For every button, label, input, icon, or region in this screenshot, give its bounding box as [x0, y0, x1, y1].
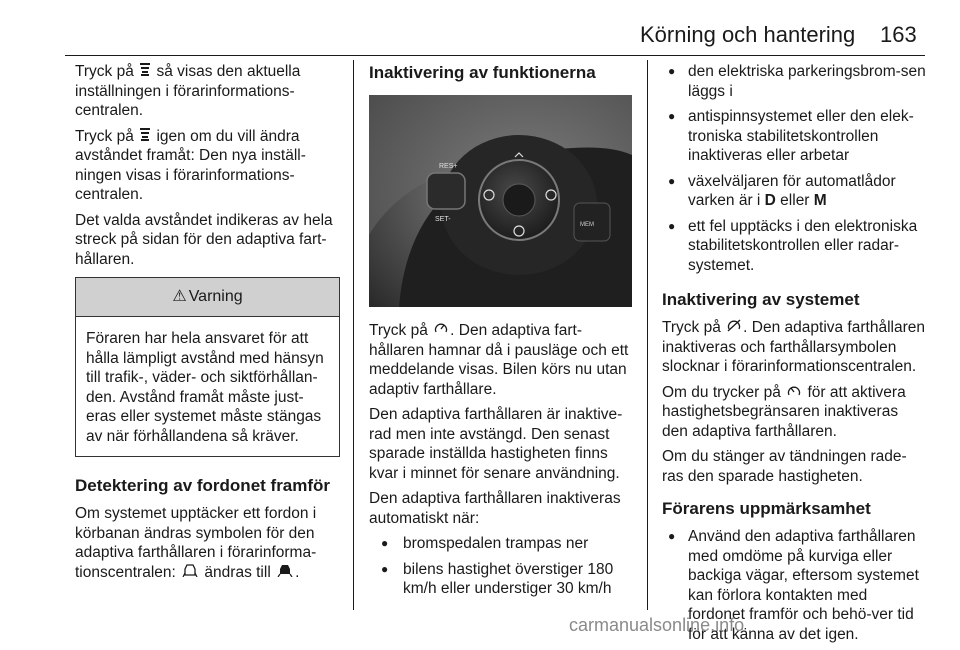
- list-item: ● den elektriska parkeringsbrom-sen läggs i: [662, 62, 927, 101]
- paragraph: Det valda avståndet indikeras av hela streck på sidan för den adaptiva fart-hållaren.: [75, 211, 333, 268]
- distance-setting-icon: [138, 62, 152, 82]
- warning-triangle-icon: ⚠: [172, 288, 187, 305]
- paragraph: Tryck på så visas den aktuella inställningen i förarinformations-centralen.: [75, 63, 301, 119]
- paragraph: Tryck på . Den adaptiva fart-hållaren hamnar då i pausläge och ett meddelande visas. Bilen körs nu utan adaptiv farthållare.: [369, 322, 629, 398]
- watermark: carmanualsonline.info: [569, 615, 745, 635]
- column-2: [369, 62, 632, 605]
- page-header: [0, 0, 960, 56]
- cruise-off-icon: [725, 318, 743, 338]
- heading-deactivation-functions: Inaktivering av funktionerna: [369, 63, 596, 82]
- paragraph: Tryck på . Den adaptiva farthållaren inaktiveras och farthållarsymbolen slocknar i förarinformationscentralen.: [662, 319, 925, 375]
- vehicle-outline-icon: [180, 563, 200, 583]
- paragraph: Om systemet upptäcker ett fordon i körbanan ändras symbolen för den adaptiva farthållaren i förarinforma-tionscentralen: ändras till .: [75, 505, 317, 581]
- distance-setting-icon: [138, 127, 152, 147]
- page-number: 163: [880, 22, 917, 47]
- warning-box: [75, 277, 340, 457]
- paragraph: Tryck på igen om du vill ändra avståndet framåt: Den nya inställ-ningen visas i förarinformations-centralen.: [75, 127, 306, 203]
- warning-body: Föraren har hela ansvaret för att hålla lämpligt avstånd med hänsyn till trafik-, väder- och siktförhållan-den. Avstånd framåt måste just-eras eller systemet måste stängas av när förhållandena så kräver.: [86, 330, 324, 445]
- vehicle-detected-icon: [275, 563, 295, 583]
- paragraph: Om du trycker på för att aktivera hastighetsbegränsaren inaktiveras den adaptiva farthållaren.: [662, 383, 906, 440]
- res-label: RES+: [439, 163, 458, 170]
- paragraph: Om du stänger av tändningen rade-ras den sparade hastigheten.: [662, 448, 907, 485]
- list-item: ● Använd den adaptiva farthållaren med omdöme på kurviga eller backiga vägar, eftersom systemet kan förlora kontakten med fordonet framför och behö-ver tid för att känna av det igen.: [662, 527, 927, 644]
- column-divider-2: [647, 60, 648, 610]
- list-item: ● ett fel upptäcks i den elektroniska stabilitetskontrollen eller radar-systemet.: [662, 217, 927, 276]
- cruise-pause-icon: [432, 321, 450, 341]
- set-label: SET-: [435, 216, 451, 223]
- list-item: ● växelväljaren för automatlådor varken är i D eller M: [662, 172, 927, 211]
- column-divider-1: [353, 60, 354, 610]
- heading-driver-attention: Förarens uppmärksamhet: [662, 499, 871, 518]
- header-rule: [65, 55, 925, 56]
- list-item: ● bilens hastighet överstiger 180 km/h eller understiger 30 km/h: [369, 560, 632, 599]
- heading-detection: Detektering av fordonet framför: [75, 476, 331, 495]
- warning-header: ⚠ Varning: [76, 278, 339, 317]
- mem-label: MEM: [580, 222, 594, 228]
- list-item: ● antispinnsystemet eller den elek-troniska stabilitetskontrollen inaktiveras eller arbetar: [662, 107, 927, 166]
- steering-wheel-controls-image: [369, 95, 632, 307]
- heading-deactivation-system: Inaktivering av systemet: [662, 290, 860, 309]
- paragraph: Den adaptiva farthållaren är inaktive-rad men inte avstängd. Den senast sparade inställda hastigheten finns kvar i minnet för senare användning.: [369, 406, 623, 482]
- column-3: [662, 62, 927, 650]
- section-title: Körning och hantering: [640, 22, 856, 47]
- list-item: ● bromspedalen trampas ner: [369, 534, 632, 554]
- column-1: [75, 62, 340, 588]
- paragraph: Den adaptiva farthållaren inaktiveras automatiskt när:: [369, 490, 621, 527]
- speed-limiter-icon: [785, 383, 803, 403]
